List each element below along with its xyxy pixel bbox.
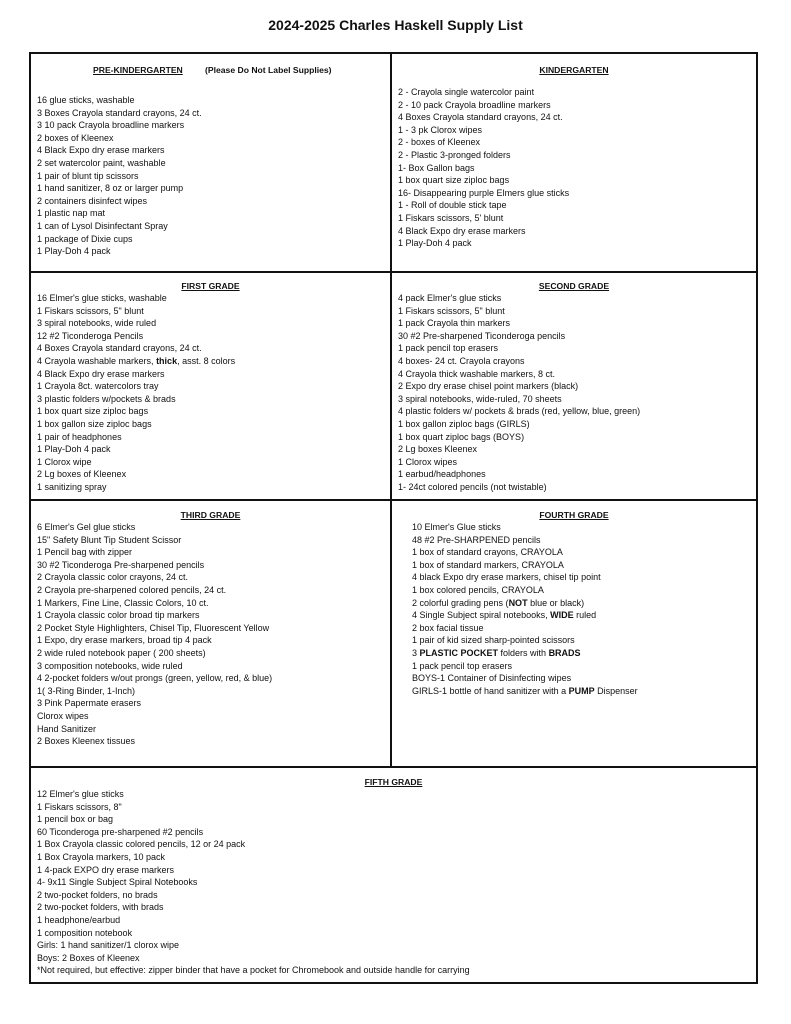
list-item: 3 plastic folders w/pockets & brads (37, 393, 176, 404)
list-item: 1( 3-Ring Binder, 1-Inch) (37, 685, 136, 696)
list-item: 1 Clorox wipe (37, 456, 92, 467)
list-item: 1 Box Crayola markers, 10 pack (37, 851, 166, 862)
list-item: 4 2-pocket folders w/out prongs (green, yellow, red, & blue) (37, 673, 273, 684)
list-item: 1 pack pencil top erasers (398, 343, 499, 354)
list-item: 1- 24ct colored pencils (not twistable) (398, 481, 547, 492)
item-emphasis: BRADS (548, 647, 581, 658)
list-item: 2 containers disinfect wipes (37, 195, 148, 206)
list-item: 1 Fiskars scissors, 5" blunt (37, 305, 144, 316)
second-grade-list (398, 292, 750, 494)
list-item: 30 #2 Pre-sharpened Ticonderoga pencils (398, 330, 566, 341)
list-item (412, 685, 750, 698)
list-item: 2 box facial tissue (412, 622, 484, 633)
list-item: 1 - Roll of double stick tape (398, 200, 507, 211)
list-item (412, 597, 750, 610)
list-item: 1 pack pencil top erasers (412, 660, 513, 671)
list-item: 12 Elmer's glue sticks (37, 789, 124, 799)
list-item: BOYS-1 Container of Disinfecting wipes (412, 673, 572, 684)
list-item: 1 Clorox wipes (398, 456, 458, 467)
list-item: 4 Black Expo dry erase markers (37, 368, 165, 379)
list-item: 1 pair of blunt tip scissors (37, 170, 139, 181)
item-text: folders with (498, 647, 549, 658)
second-grade-section (392, 280, 756, 494)
list-item: 2 two-pocket folders, with brads (37, 902, 164, 913)
fifth-grade-heading: FIFTH GRADE (364, 777, 423, 787)
kindergarten-section (392, 64, 756, 250)
list-item: 1 Crayola classic color broad tip markers (37, 610, 200, 621)
item-text: Dispenser (594, 685, 638, 696)
list-item: 15" Safety Blunt Tip Student Scissor (37, 534, 182, 545)
list-item (412, 609, 750, 622)
row-divider (31, 499, 756, 501)
list-item: 2 two-pocket folders, no brads (37, 889, 158, 900)
list-item: 1 box quart ziploc bags (BOYS) (398, 431, 525, 442)
list-item: 2 - Crayola single watercolor paint (398, 87, 535, 97)
kindergarten-heading: KINDERGARTEN (539, 65, 609, 75)
list-item: Girls: 1 hand sanitizer/1 clorox wipe (37, 940, 180, 951)
prek-list (37, 94, 384, 258)
list-item: 4 Black Expo dry erase markers (37, 145, 165, 156)
list-item: 6 Elmer's Gel glue sticks (37, 522, 136, 532)
list-item: *Not required, but effective: zipper binder that have a pocket for Chromebook and outside handle for carrying (37, 965, 470, 976)
first-grade-heading: FIRST GRADE (181, 281, 240, 291)
list-item: 3 Boxes Crayola standard crayons, 24 ct. (37, 107, 202, 118)
list-item: 1 sanitizing spray (37, 481, 107, 492)
second-grade-heading: SECOND GRADE (538, 281, 610, 291)
list-item: 2 boxes of Kleenex (37, 132, 114, 143)
list-item: 4 Boxes Crayola standard crayons, 24 ct. (37, 343, 202, 354)
item-text: GIRLS-1 bottle of hand sanitizer with a (412, 685, 569, 696)
list-item: 1 Fiskars scissors, 5" blunt (398, 305, 505, 316)
list-item: 2 wide ruled notebook paper ( 200 sheets) (37, 647, 206, 658)
list-item: 1 box quart size ziploc bags (37, 406, 149, 417)
list-item: 1 Play-Doh 4 pack (37, 444, 111, 455)
fourth-grade-heading: FOURTH GRADE (539, 510, 609, 520)
list-item: 3 spiral notebooks, wide-ruled, 70 sheets (398, 393, 562, 404)
list-item: 4 Crayola thick washable markers, 8 ct. (398, 368, 556, 379)
third-grade-heading: THIRD GRADE (180, 510, 241, 520)
list-item: Clorox wipes (37, 710, 89, 721)
list-item: 16 glue sticks, washable (37, 95, 135, 105)
list-item: 4- 9x11 Single Subject Spiral Notebooks (37, 877, 198, 888)
list-item: 1 Markers, Fine Line, Classic Colors, 10 ct. (37, 597, 209, 608)
list-item: 3 composition notebooks, wide ruled (37, 660, 183, 671)
item-emphasis: thick (156, 355, 178, 366)
list-item: 3 10 pack Crayola broadline markers (37, 120, 185, 131)
list-item: 2 set watercolor paint, washable (37, 157, 166, 168)
list-item: 1 box gallon size ziploc bags (37, 418, 152, 429)
list-item: 1 4-pack EXPO dry erase markers (37, 864, 175, 875)
list-item: 1 box of standard crayons, CRAYOLA (412, 547, 563, 558)
list-item: 16 Elmer's glue sticks, washable (37, 293, 167, 303)
item-emphasis: PLASTIC POCKET (419, 647, 499, 658)
list-item: 1 Play-Doh 4 pack (37, 246, 111, 257)
fourth-grade-section (392, 509, 756, 697)
list-item: 1 box gallon ziploc bags (GIRLS) (398, 418, 530, 429)
list-item: 3 Pink Papermate erasers (37, 698, 142, 709)
first-grade-section (31, 280, 390, 494)
list-item: 4 black Expo dry erase markers, chisel tip point (412, 572, 601, 583)
list-item: 16- Disappearing purple Elmers glue sticks (398, 187, 570, 198)
list-item: 1 Box Crayola classic colored pencils, 12 or 24 pack (37, 839, 246, 850)
list-item: 1 box of standard markers, CRAYOLA (412, 559, 564, 570)
item-emphasis: NOT (508, 597, 528, 608)
list-item: 2 - Plastic 3-pronged folders (398, 149, 511, 160)
list-item: 1 can of Lysol Disinfectant Spray (37, 220, 168, 231)
item-text: 2 colorful grading pens ( (412, 597, 509, 608)
prek-section (31, 64, 390, 258)
list-item: 1 earbud/headphones (398, 469, 486, 480)
list-item: 2 Boxes Kleenex tissues (37, 736, 136, 747)
item-text: 4 Single Subject spiral notebooks, (412, 610, 551, 621)
list-item: 2 Lg boxes of Kleenex (37, 469, 127, 480)
list-item: 4 plastic folders w/ pockets & brads (red, yellow, blue, green) (398, 406, 641, 417)
list-item: 3 spiral notebooks, wide ruled (37, 318, 157, 329)
list-item: 1 pack Crayola thin markers (398, 318, 511, 329)
fifth-grade-list (37, 788, 750, 977)
first-grade-list (37, 292, 384, 494)
prek-note: (Please Do Not Label Supplies) (205, 65, 332, 75)
list-item: 1 composition notebook (37, 927, 133, 938)
list-item: 2 - boxes of Kleenex (398, 137, 481, 148)
list-item: 4 boxes- 24 ct. Crayola crayons (398, 355, 525, 366)
item-text: blue or black) (527, 597, 585, 608)
supply-list-table (29, 52, 758, 984)
list-item: 1 Fiskars scissors, 8" (37, 801, 122, 812)
fifth-grade-section (31, 776, 756, 977)
item-text: 4 Crayola washable markers, (37, 355, 157, 366)
list-item: 1 pair of headphones (37, 431, 122, 442)
list-item: 1- Box Gallon bags (398, 162, 475, 173)
list-item: 1 box colored pencils, CRAYOLA (412, 584, 544, 595)
row-divider (31, 271, 756, 273)
page-title: 2024-2025 Charles Haskell Supply List (268, 17, 523, 33)
item-text: , asst. 8 colors (177, 355, 236, 366)
list-item: 12 #2 Ticonderoga Pencils (37, 330, 144, 341)
list-item (37, 355, 384, 368)
list-item: 1 package of Dixie cups (37, 233, 133, 244)
list-item: 1 headphone/earbud (37, 914, 121, 925)
item-text: 3 (412, 647, 420, 658)
list-item: 60 Ticonderoga pre-sharpened #2 pencils (37, 826, 204, 837)
item-text: ruled (573, 610, 597, 621)
list-item: 4 pack Elmer's glue sticks (398, 293, 502, 303)
fourth-grade-list (412, 521, 750, 697)
list-item: 1 pair of kid sized sharp-pointed scissors (412, 635, 575, 646)
list-item: 2 Pocket Style Highlighters, Chisel Tip, Fluorescent Yellow (37, 622, 270, 633)
list-item: 1 hand sanitizer, 8 oz or larger pump (37, 183, 184, 194)
list-item: 10 Elmer's Glue sticks (412, 522, 501, 532)
list-item: 1 Crayola 8ct. watercolors tray (37, 381, 159, 392)
list-item (412, 647, 750, 660)
row-divider (31, 766, 756, 768)
list-item: 1 Fiskars scissors, 5' blunt (398, 212, 504, 223)
list-item: 1 Play-Doh 4 pack (398, 238, 472, 249)
list-item: 1 Expo, dry erase markers, broad tip 4 pack (37, 635, 212, 646)
list-item: 4 Black Expo dry erase markers (398, 225, 526, 236)
third-grade-section (31, 509, 390, 748)
item-emphasis: PUMP (568, 685, 595, 696)
kindergarten-list (398, 86, 750, 250)
list-item: 4 Boxes Crayola standard crayons, 24 ct. (398, 112, 563, 123)
list-item: 2 Lg boxes Kleenex (398, 444, 478, 455)
list-item: 2 Crayola pre-sharpened colored pencils, 24 ct. (37, 584, 227, 595)
third-grade-list (37, 521, 384, 748)
list-item: 1 box quart size ziploc bags (398, 175, 510, 186)
item-emphasis: WIDE (550, 610, 574, 621)
list-item: 48 #2 Pre-SHARPENED pencils (412, 534, 541, 545)
list-item: Boys: 2 Boxes of Kleenex (37, 952, 140, 963)
list-item: 2 - 10 pack Crayola broadline markers (398, 99, 551, 110)
prek-heading: PRE-KINDERGARTEN (93, 65, 183, 75)
list-item: 1 plastic nap mat (37, 208, 106, 219)
list-item: 2 Crayola classic color crayons, 24 ct. (37, 572, 189, 583)
list-item: 30 #2 Ticonderoga Pre-sharpened pencils (37, 559, 205, 570)
list-item: 1 - 3 pk Clorox wipes (398, 124, 483, 135)
list-item: 2 Expo dry erase chisel point markers (black) (398, 381, 579, 392)
list-item: 1 Pencil bag with zipper (37, 547, 133, 558)
list-item: 1 pencil box or bag (37, 814, 114, 825)
list-item: Hand Sanitizer (37, 723, 97, 734)
